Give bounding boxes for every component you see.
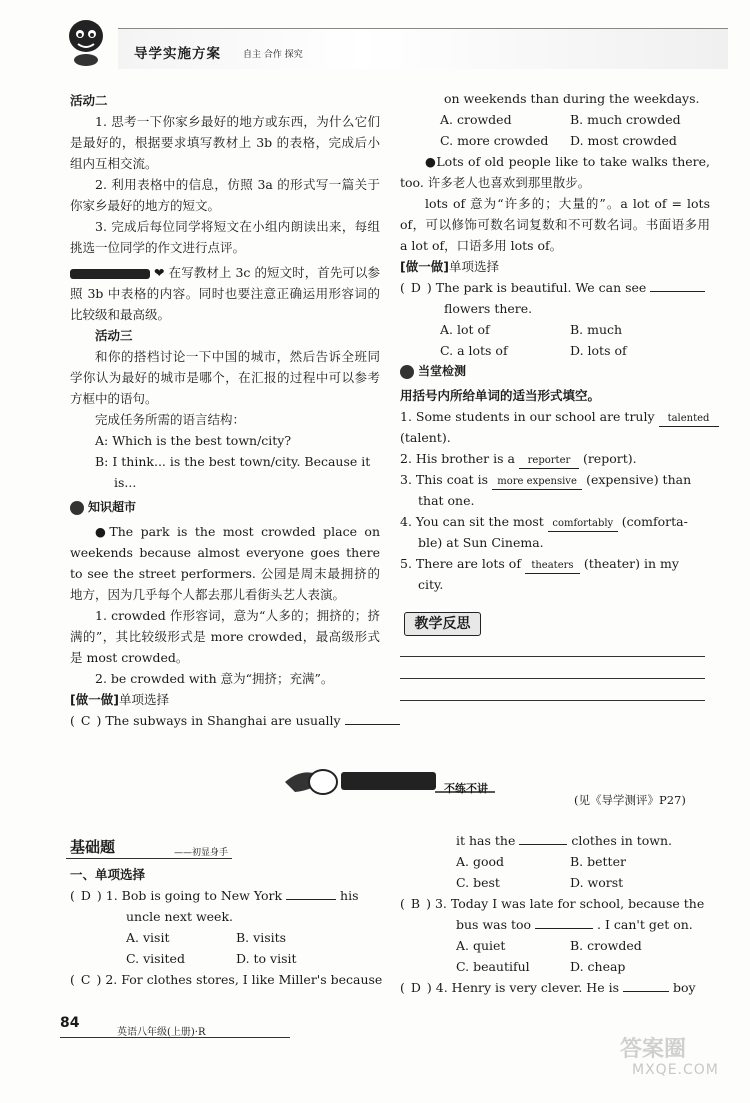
basic-subtitle: ——初显身手 bbox=[174, 848, 229, 858]
option[interactable]: B. much bbox=[570, 322, 623, 337]
knowledge-heading bbox=[70, 497, 380, 521]
answer-mark: D bbox=[410, 280, 421, 295]
fill-tail: ble) at Sun Cinema. bbox=[418, 534, 544, 550]
activity3-p4: 和你的搭档讨论一下中国的城市，然后告诉全班同学你认为最好的城市是哪个，在汇报的过程中可以参考方框中的语句。 bbox=[70, 349, 380, 406]
basic-title: 基础题 bbox=[70, 838, 116, 856]
watermark-logo: 答案圈 bbox=[620, 1037, 687, 1062]
options-row bbox=[70, 927, 380, 948]
question-text: The subways in Shanghai are usually bbox=[105, 712, 341, 728]
basic-underline bbox=[66, 858, 232, 859]
option[interactable]: D. most crowded bbox=[570, 133, 677, 148]
reflection-title: 教学反思 bbox=[404, 612, 481, 636]
fill-pre: Some students in our school are truly bbox=[415, 408, 655, 424]
option[interactable]: D. lots of bbox=[570, 343, 627, 358]
knowledge-k5: lots of 意为“许多的；大量的”。a lot of = lots of，可以修饰可数名词复数和不可数名词。书面语多用 a lot of，口语多用 lots of。 bbox=[400, 196, 710, 253]
dialogue-a: A: Which is the best town/city? bbox=[95, 433, 292, 448]
option[interactable]: C. beautiful bbox=[456, 959, 530, 974]
answer-blank[interactable] bbox=[286, 899, 336, 900]
fill-pre: This coat is bbox=[415, 471, 489, 487]
continued-line: on weekends than during the weekdays. bbox=[444, 91, 700, 106]
option[interactable]: A. quiet bbox=[456, 938, 506, 953]
fill-item bbox=[400, 469, 710, 490]
fill-item bbox=[400, 511, 710, 532]
options-row bbox=[400, 851, 710, 872]
knowledge-k1: ●The park is the most crowded place on weekends because almost everyone goes there to see the street performers. 公园是周末最拥挤的地方，因为几乎每个人都去那儿看街头艺人表演。 bbox=[70, 523, 380, 602]
question-text: clothes in town. bbox=[571, 833, 673, 848]
option[interactable]: B. much crowded bbox=[570, 112, 681, 127]
check-icon bbox=[400, 365, 414, 379]
fill-pre: You can sit the most bbox=[415, 513, 544, 529]
option[interactable]: C. visited bbox=[126, 951, 185, 966]
fill-num: 5. bbox=[400, 555, 412, 571]
basic-left-column bbox=[70, 864, 383, 990]
question-text: 4. Henry is very clever. He is bbox=[435, 980, 619, 995]
options-row bbox=[400, 872, 710, 893]
fill-item bbox=[400, 553, 710, 574]
practice-heading bbox=[70, 689, 380, 710]
option[interactable]: A. good bbox=[456, 854, 505, 869]
question-text-cont bbox=[400, 914, 710, 935]
question-text-cont: uncle next week. bbox=[126, 909, 234, 924]
answer-mark: C bbox=[80, 712, 91, 728]
section-heading: 一、单项选择 bbox=[70, 867, 146, 882]
fill-post: (comforta- bbox=[621, 513, 688, 529]
question-text: his bbox=[340, 888, 359, 903]
option[interactable]: C. best bbox=[456, 875, 500, 890]
option[interactable]: C. more crowded bbox=[440, 133, 549, 148]
knowledge-title: 知识超市 bbox=[88, 500, 137, 514]
fill-item bbox=[400, 448, 710, 469]
check-title: 当堂检测 bbox=[418, 364, 467, 378]
fill-num: 4. bbox=[400, 513, 412, 529]
header-subtitle: 自主 合作 探究 bbox=[243, 50, 303, 60]
fill-num: 2. bbox=[400, 450, 412, 466]
activity3-title: 活动三 bbox=[95, 328, 133, 343]
fill-post: (report). bbox=[582, 450, 637, 466]
answer-blank[interactable] bbox=[623, 991, 669, 992]
reflection-line[interactable] bbox=[400, 700, 705, 701]
fill-tail: city. bbox=[418, 576, 444, 592]
question-text: 2. For clothes stores, I like Miller's because bbox=[105, 972, 383, 987]
options-row bbox=[400, 109, 710, 130]
option[interactable]: A. visit bbox=[126, 930, 170, 945]
fill-num: 3. bbox=[400, 471, 412, 487]
right-column bbox=[400, 88, 710, 595]
reflection-line[interactable] bbox=[400, 656, 705, 657]
fill-post: (expensive) than bbox=[586, 471, 692, 487]
basic-right-column bbox=[400, 830, 710, 998]
question-text: boy bbox=[672, 980, 696, 995]
footer-book-title: 英语八年级(上册)·R bbox=[117, 1027, 206, 1038]
page-number: 84 bbox=[60, 1015, 80, 1031]
option[interactable]: B. better bbox=[570, 854, 626, 869]
fill-tail: (talent). bbox=[400, 429, 451, 445]
knowledge-k3: 2. be crowded with 意为“拥挤；充满”。 bbox=[95, 670, 334, 686]
fill-pre: His brother is a bbox=[415, 450, 515, 466]
question-text: The park is beautiful. We can see bbox=[435, 280, 647, 295]
banner-text: 不练不讲 bbox=[444, 782, 488, 795]
answer-blank[interactable] bbox=[650, 291, 705, 292]
reference-note: (见《导学测评》P27) bbox=[574, 793, 686, 807]
activity2-p1: 1. 思考一下你家乡最好的地方或东西，为什么它们是最好的，根据要求填写教材上 3b 的表格，完成后小组内互相交流。 bbox=[70, 114, 380, 171]
fill-item bbox=[400, 406, 710, 427]
fill-pre: There are lots of bbox=[415, 555, 521, 571]
option[interactable]: C. a lots of bbox=[440, 343, 508, 358]
option[interactable]: A. lot of bbox=[440, 322, 490, 337]
practice-title: [做一做] bbox=[70, 691, 119, 707]
answer-blank[interactable] bbox=[345, 724, 400, 725]
option[interactable]: B. crowded bbox=[570, 938, 642, 953]
reflection-line[interactable] bbox=[400, 678, 705, 679]
dialogue-b1: B: I think... is the best town/city. Because it bbox=[95, 454, 371, 469]
options-row bbox=[400, 319, 710, 340]
tip-paragraph bbox=[70, 262, 380, 325]
tip-text: 在写教材上 3c 的短文时，首先可以参照 3b 中表格的内容。同时也要注意正确运用形容词的比较级和最高级。 bbox=[70, 265, 381, 322]
answer-mark: C bbox=[80, 972, 91, 987]
fill-post: (theater) in my bbox=[583, 555, 679, 571]
dialogue-b2: is... bbox=[114, 475, 137, 490]
option[interactable]: D. worst bbox=[570, 875, 624, 890]
answer-blank[interactable] bbox=[519, 844, 567, 845]
options-row bbox=[70, 948, 380, 969]
options-row bbox=[400, 935, 710, 956]
fill-tail: that one. bbox=[418, 492, 475, 508]
activity2-title: 活动二 bbox=[70, 93, 108, 108]
left-column bbox=[70, 90, 380, 731]
answer-mark: D bbox=[410, 980, 421, 995]
practice-label: 单项选择 bbox=[448, 259, 499, 274]
fill-answer[interactable]: theaters bbox=[525, 559, 580, 574]
options-row bbox=[400, 130, 710, 151]
fill-answer[interactable]: talented bbox=[659, 412, 719, 427]
fill-answer[interactable]: comfortably bbox=[548, 517, 618, 532]
option[interactable]: D. to visit bbox=[236, 951, 297, 966]
question-text: it has the bbox=[456, 833, 516, 848]
options-row bbox=[400, 956, 710, 977]
practice-title: [做一做] bbox=[400, 259, 449, 274]
question-text: bus was too bbox=[456, 917, 532, 932]
mc-question: ( C ) 2. For clothes stores, I like Miller's because bbox=[70, 972, 383, 987]
practice-question: ( D ) The park is beautiful. We can see bbox=[400, 277, 710, 298]
watermark-url: MXQE.COM bbox=[632, 1062, 719, 1078]
practice-question: ( C ) The subways in Shanghai are usually bbox=[70, 710, 380, 731]
option[interactable]: A. crowded bbox=[440, 112, 512, 127]
footer-line bbox=[60, 1037, 290, 1038]
mc-question: ( D ) 4. Henry is very clever. He is boy bbox=[400, 980, 696, 995]
activity2-p3: 3. 完成后每位同学将短文在小组内朗读出来，每组挑选一位同学的作文进行点评。 bbox=[70, 219, 380, 255]
option[interactable]: B. visits bbox=[236, 930, 287, 945]
activity2-p2: 2. 利用表格中的信息，仿照 3a 的形式写一篇关于你家乡最好的地方的短文。 bbox=[70, 177, 380, 213]
activity3-p5: 完成任务所需的语言结构： bbox=[95, 412, 246, 427]
options-row bbox=[400, 340, 710, 361]
option[interactable]: D. cheap bbox=[570, 959, 626, 974]
tip-heart-icon: ❤ bbox=[154, 265, 165, 280]
header-title: 导学实施方案 bbox=[134, 46, 221, 62]
mc-question: ( B ) 3. Today I was late for school, because the bbox=[400, 896, 705, 911]
question-text: 3. Today I was late for school, because the bbox=[434, 896, 705, 911]
knowledge-k4: ●Lots of old people like to take walks there, too. 许多老人也喜欢到那里散步。 bbox=[400, 154, 710, 190]
check-heading bbox=[400, 361, 710, 385]
question-text-cont: flowers there. bbox=[444, 301, 533, 316]
answer-mark: B bbox=[410, 896, 421, 911]
tip-label-bar bbox=[70, 269, 150, 279]
question-text: 1. Bob is going to New York bbox=[105, 888, 283, 903]
practice-label: 单项选择 bbox=[118, 691, 169, 707]
fill-answer[interactable]: more expensive bbox=[492, 475, 582, 490]
fill-num: 1. bbox=[400, 408, 412, 424]
check-instruction: 用括号内所给单词的适当形式填空。 bbox=[400, 387, 601, 403]
fill-answer[interactable]: reporter bbox=[519, 454, 579, 469]
practice-heading bbox=[400, 256, 710, 277]
mc-question: ( D ) 1. Bob is going to New York his bbox=[70, 888, 359, 903]
knowledge-k2: 1. crowded 作形容词，意为“人多的；拥挤的；挤满的”，其比较级形式是 more crowded，最高级形式是 most crowded。 bbox=[70, 607, 380, 665]
question-text-cont bbox=[400, 830, 710, 851]
mascot-logo bbox=[62, 14, 110, 68]
answer-mark: D bbox=[80, 888, 91, 903]
answer-blank[interactable] bbox=[535, 928, 593, 929]
question-text: . I can't get on. bbox=[597, 917, 693, 932]
knowledge-icon bbox=[70, 501, 84, 515]
